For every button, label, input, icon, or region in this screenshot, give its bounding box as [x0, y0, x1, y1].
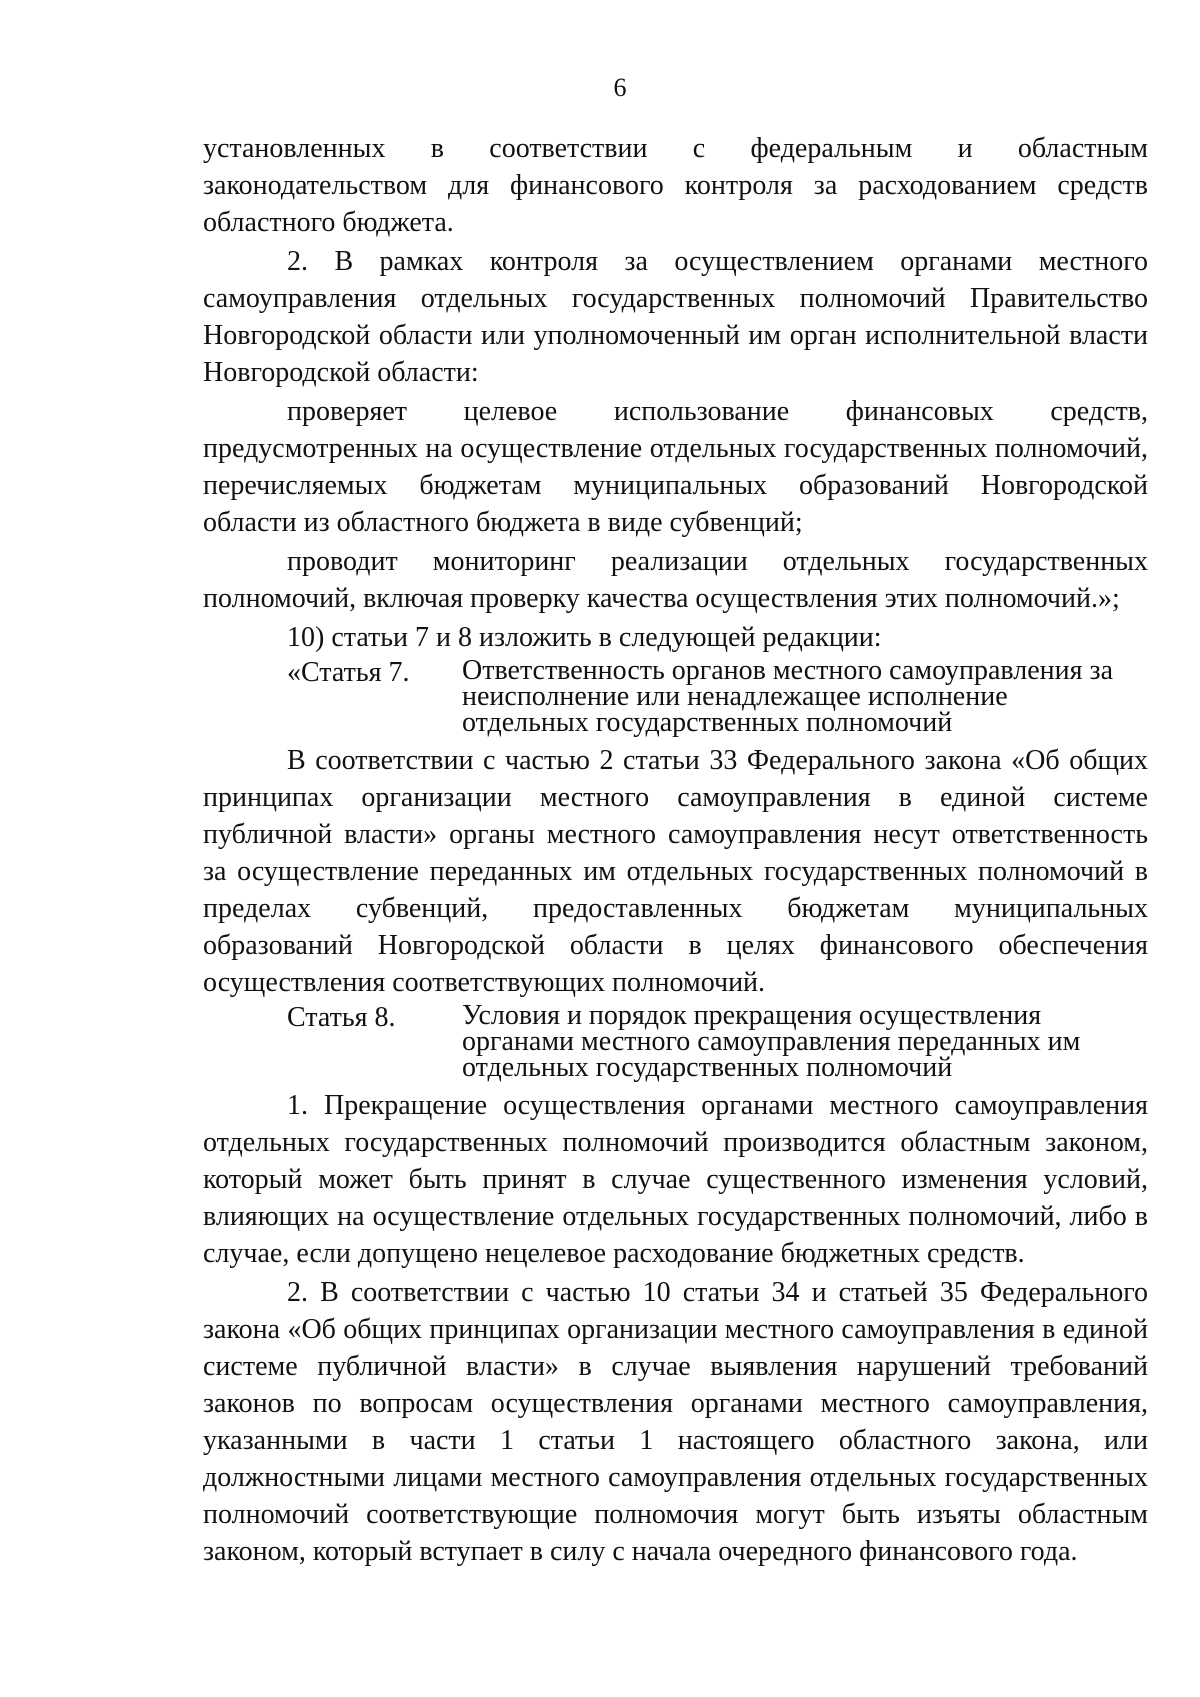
article-label: Статья 8. [287, 1002, 396, 1033]
paragraph: 10) статьи 7 и 8 изложить в следующей редакции: [287, 622, 882, 653]
article-7-heading [203, 655, 1148, 738]
paragraph: В соответствии с частью 2 статьи 33 Федерального закона «Об общих принципах организации местного самоуправления в единой системе публичной власти» органы местного самоуправления несут ответственность за осуществление переданных им отдельных государственных полномочий в пределах субвенций, предоставленных бюджетам муниципальных образований Новгородской области в целях финансового обеспечения осуществления соответствующих полномочий. [203, 745, 1148, 998]
document-body [203, 130, 1148, 1572]
paragraph: проводит мониторинг реализации отдельных государственных полномочий, включая проверку качества осуществления этих полномочий.»; [203, 546, 1148, 614]
paragraph: проверяет целевое использование финансовых средств, предусмотренных на осуществление отдельных государственных полномочий, перечисляемых бюджетам муниципальных образований Новгородской области из областного бюджета в виде субвенций; [203, 396, 1148, 538]
paragraph: 2. В соответствии с частью 10 статьи 34 и статьей 35 Федерального закона «Об общих принципах организации местного самоуправления в единой системе публичной власти» в случае выявления нарушений требований законов по вопросам осуществления органами местного самоуправления, указанными в части 1 статьи 1 настоящего областного закона, или должностными лицами местного самоуправления отдельных государственных полномочий соответствующие полномочия могут быть изъяты областным законом, который вступает в силу с начала очередного финансового года. [203, 1277, 1148, 1567]
page-number: 6 [613, 73, 627, 102]
paragraph: 2. В рамках контроля за осуществлением органами местного самоуправления отдельных государственных полномочий Правительство Новгородской области или уполномоченный им орган исполнительной власти Новгородской области: [203, 246, 1148, 388]
paragraph: установленных в соответствии с федеральным и областным законодательством для финансового контроля за расходованием средств областного бюджета. [203, 133, 1148, 238]
paragraph: 1. Прекращение осуществления органами местного самоуправления отдельных государственных полномочий производится областным законом, который может быть принят в случае существенного изменения условий, влияющих на осуществление отдельных государственных полномочий, либо в случае, если допущено нецелевое расходование бюджетных средств. [203, 1090, 1148, 1269]
article-title: Условия и порядок прекращения осуществления органами местного самоуправления переданных им отдельных государственных полномочий [462, 1000, 1081, 1083]
article-8-heading [203, 1000, 1148, 1083]
article-label: «Статья 7. [287, 657, 410, 688]
article-title: Ответственность органов местного самоуправления за неисполнение или ненадлежащее исполнение отдельных государственных полномочий [462, 655, 1114, 738]
